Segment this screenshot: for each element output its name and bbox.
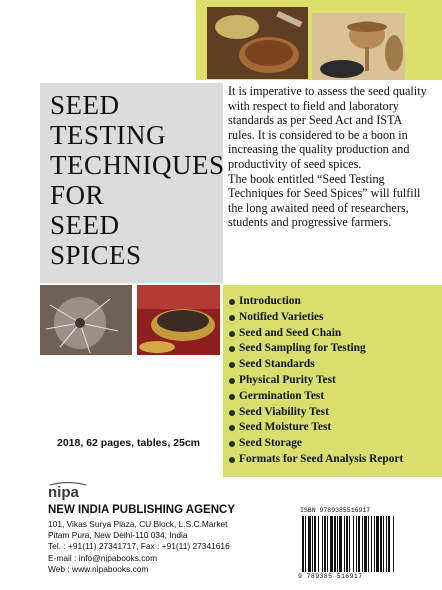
barcode-bar [386, 516, 387, 572]
isbn-label: ISBN 9789385516917 [300, 507, 371, 514]
barcode-bar [393, 516, 394, 572]
list-item [228, 310, 438, 326]
barcode-bar [314, 516, 316, 572]
bullet-icon [229, 362, 235, 368]
barcode-bar [364, 516, 367, 572]
list-item [228, 357, 438, 373]
publisher-name: NEW INDIA PUBLISHING AGENCY [48, 504, 235, 516]
barcode-bar [362, 516, 363, 572]
barcode-bar [305, 516, 306, 572]
barcode-bar [308, 516, 311, 572]
bullet-icon [229, 410, 235, 416]
title-line: TECHNIQUES [50, 150, 225, 180]
title-line: TESTING [50, 120, 166, 150]
list-item-label: Seed Sampling for Testing [239, 342, 366, 355]
poppy-pod-photo [312, 13, 405, 80]
bullet-icon [229, 394, 235, 400]
bullet-icon [229, 331, 235, 337]
barcode-bar [318, 516, 319, 572]
bullet-icon [229, 425, 235, 431]
seed-scoop-photo [137, 285, 220, 355]
list-item [228, 452, 438, 468]
bullet-icon [229, 457, 235, 463]
list-item [228, 389, 438, 405]
dandelion-seed-photo [40, 285, 132, 355]
book-description [228, 84, 428, 230]
barcode-icon [300, 516, 428, 572]
address-line: Pitam Pura, New Delhi-110 034, India [48, 530, 188, 541]
barcode-bar [374, 516, 375, 572]
list-item [228, 373, 438, 389]
address-line: Tel. : +91(11) 27341717, Fax : +91(11) 27341616 [48, 541, 230, 552]
barcode-bar [334, 516, 336, 572]
title-line: SEED [50, 210, 120, 240]
barcode-bar [358, 516, 360, 572]
barcode-bar [312, 516, 313, 572]
description-paragraph: The book entitled “Seed Testing Techniques for Seed Spices” will fulfill the long awaited need of researchers, students and progressive farmers. [228, 171, 421, 230]
barcode-bar [327, 516, 328, 572]
barcode-bar [349, 516, 350, 572]
edition-info: 2018, 62 pages, tables, 25cm [57, 437, 201, 449]
list-item [228, 436, 438, 452]
contents-list [228, 294, 438, 468]
title-line: SEED [50, 90, 120, 120]
address-line: 101, Vikas Surya Plaza, CU Block, L.S.C.Market [48, 519, 228, 529]
list-item-label: Seed Storage [239, 437, 302, 450]
book-title [50, 90, 225, 270]
list-item [228, 405, 438, 421]
list-item [228, 341, 438, 357]
list-item-label: Formats for Seed Analysis Report [239, 452, 404, 465]
title-line: FOR [50, 180, 105, 210]
bullet-icon [229, 378, 235, 384]
bullet-icon [229, 299, 235, 305]
barcode-bar [346, 516, 348, 572]
barcode-bar [371, 516, 372, 572]
address-line: E-mail : info@nipabooks.com [48, 552, 158, 563]
barcode-bar [368, 516, 369, 572]
barcode-bar [324, 516, 326, 572]
barcode-bar [383, 516, 384, 572]
list-item-label: Introduction [239, 295, 301, 307]
list-item-label: Germination Test [239, 389, 325, 402]
list-item-label: Notified Varieties [239, 310, 324, 323]
list-item [228, 420, 438, 436]
list-item [228, 326, 438, 342]
bullet-icon [229, 346, 235, 352]
barcode-bar [380, 516, 382, 572]
barcode-bar [339, 516, 342, 572]
barcode-digits: 9 789385 516917 [298, 573, 363, 580]
list-item-label: Seed and Seed Chain [239, 326, 342, 339]
barcode-bar [344, 516, 345, 572]
list-item [228, 294, 438, 310]
barcode-bar [337, 516, 338, 572]
list-item-label: Physical Purity Test [239, 373, 336, 386]
publisher-logo-text: nipa [48, 484, 79, 501]
barcode-bar [322, 516, 323, 572]
barcode-bar [330, 516, 333, 572]
barcode-bar [302, 516, 304, 572]
barcode-bar [376, 516, 379, 572]
barcode-bar [388, 516, 390, 572]
description-paragraph: It is imperative to assess the seed quality with respect to field and laboratory standards as per Seed Act and ISTA rules. It is considered to be a boon in increasing the quality production and productivity of seed spices. [228, 84, 427, 171]
barcode-bar [353, 516, 354, 572]
barcode-bar [356, 516, 357, 572]
publisher-address [48, 519, 230, 575]
title-panel [40, 83, 223, 283]
seed-bowl-photo [207, 7, 308, 79]
list-item-label: Seed Moisture Test [239, 421, 332, 434]
address-line: Web : www.nipabooks.com [48, 563, 149, 574]
bullet-icon [229, 315, 235, 321]
list-item-label: Seed Viability Test [239, 405, 329, 418]
bullet-icon [229, 441, 235, 447]
title-line: SPICES [50, 240, 142, 270]
list-item-label: Seed Standards [239, 358, 315, 371]
